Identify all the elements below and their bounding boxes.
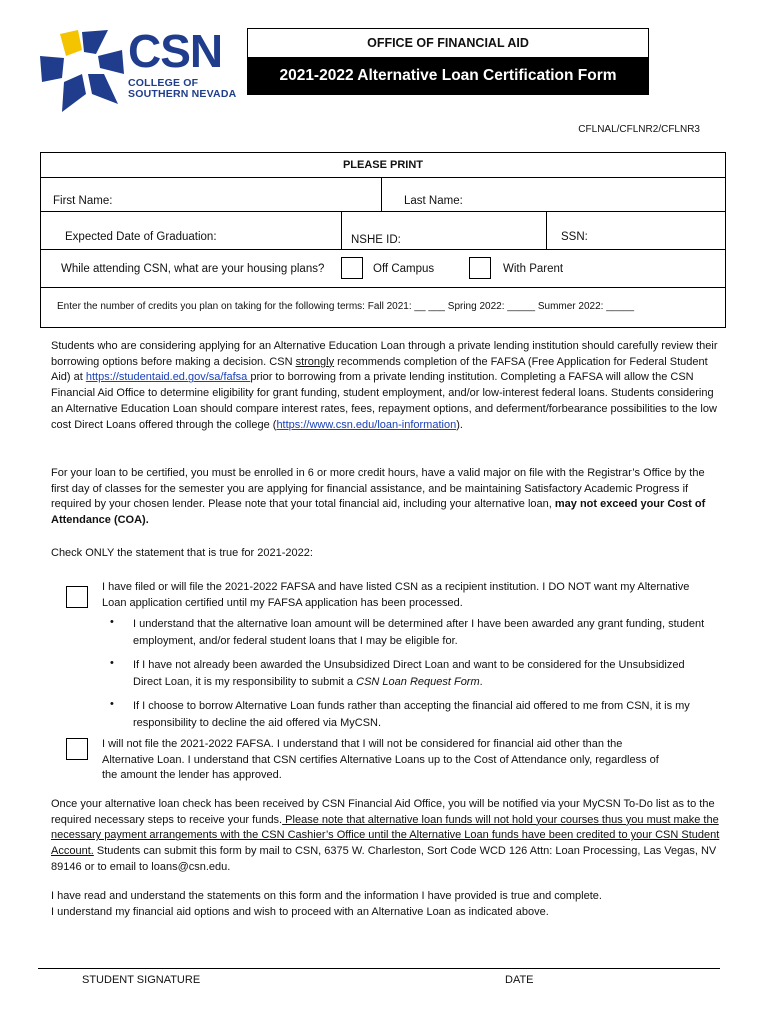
p1-text-a: Students who are considering applying for an Alternative Education Loan through a private lending institution should carefully review their borrowing options before making a decision. CSN [51,340,718,368]
p1-text-c: prior to borrowing from a private lending institution. Completing a FAFSA will allow the CSN Financial Aid Office to determine eligibility for grant funding, student employment, and/or low-interest federal loans. Students considering an Alternative Education Loan should compare interest rates, fees, repayment options, and deferment/forbearance possibilities to the low cost Direct Loans offered through the college ( [51,371,717,431]
option1-bullet1: I understand that the alternative loan amount will be determined after I have been awarded any grant funding, student employment, and/or federal student loans that I may be eligible for. [133,618,705,647]
intro-paragraph [51,339,721,433]
p2-bold: may not exceed your Cost of Attendance (COA). [51,498,706,527]
csn-logo-mark [38,28,128,118]
certification-line2: I understand my financial aid options and wish to proceed with an Alternative Loan as indicated above. [51,906,549,918]
bullet-dot: • [110,657,114,669]
logo-csn: CSN [128,25,223,77]
office-title: OFFICE OF FINANCIAL AID [247,28,649,58]
fafsa-link[interactable]: https://studentaid.ed.gov/sa/fafsa [85,371,251,384]
student-signature-label: STUDENT SIGNATURE [82,974,201,986]
option1-checkbox[interactable] [66,586,88,608]
p2-text: For your loan to be certified, you must be enrolled in 6 or more credit hours, have a valid major on file with the Registrar’s Office by the first day of classes for the semester you are applying for financial assistance, and be maintaining Satisfactory Academic Progress if required by your chosen lender. Please note that your total financial aid, including your alternative loan, [51,467,705,511]
last-name-label: Last Name: [404,195,463,207]
p3-underlined: Please note that alternative loan funds will not hold your courses thus you must make the necessary payment arrangements with the CSN Cashier’s Office until the Alternative Loan funds have been credited to your CSN Student Account. [51,813,720,858]
notification-paragraph [51,797,721,876]
date-label: DATE [505,974,534,986]
nshe-id-label: NSHE ID: [351,234,401,246]
form-codes: CFLNAL/CFLNR2/CFLNR3 [578,124,700,135]
csn-logo-text [128,25,237,100]
option1-bullet3: If I choose to borrow Alternative Loan funds rather than accepting the financial aid offered to me from CSN, it is my responsibility to decline the aid offered via MyCSN. [133,700,690,729]
p3-text-b: Students can submit this form by mail to CSN, 6375 W. Charleston, Sort Code WCD 126 Attn: Loan Processing, Las Vegas, NV 89146 or to email to loans@csn.edu. [51,845,717,873]
credits-line: Enter the number of credits you plan on taking for the following terms: Fall 2021: __ ___ Spring 2022: _____ Summer 2022: _____ [57,301,635,312]
check-only-label: Check ONLY the statement that is true for 2021-2022: [51,547,313,559]
bullet2-text: If I have not already been awarded the Unsubsidized Direct Loan and want to be considered for the Unsubsidized Direct Loan, it is my responsibility to submit a [133,659,685,688]
housing-question: While attending CSN, what are your housing plans? [61,263,325,275]
p1-strongly: strongly [295,355,335,368]
graduation-date-label: Expected Date of Graduation: [65,231,217,243]
option2-text: I will not file the 2021-2022 FAFSA. I understand that I will not be considered for financial aid other than the Alternative Loan. I understand that CSN certifies Alternative Loans up to the Cost of Attendance only, regardless of the amount the lender has approved. [102,738,659,782]
p1-text-d: ). [456,418,463,431]
option2-checkbox[interactable] [66,738,88,760]
certification-line1: I have read and understand the statements on this form and the information I have provided is true and complete. [51,890,602,902]
student-info-table [40,152,726,328]
logo-line2: SOUTHERN NEVADA [128,88,237,100]
form-title: 2021-2022 Alternative Loan Certification Form [247,57,649,95]
option1-bullet2 [133,657,713,691]
loan-request-form-ref: CSN Loan Request Form [356,676,480,688]
bullet2-end: . [479,676,483,688]
ssn-label: SSN: [561,231,588,243]
bullet-dot: • [110,698,114,710]
off-campus-checkbox[interactable] [341,257,363,279]
p3-text-a: Once your alternative loan check has been received by CSN Financial Aid Office, you will be notified via your MyCSN To-Do list as to the required necessary steps to receive your funds. [51,798,715,826]
bullet-dot: • [110,616,114,628]
option1-text: I have filed or will file the 2021-2022 FAFSA and have listed CSN as a recipient institution. I DO NOT want my Alternative Loan application certified until my FAFSA application has been processed. [102,581,690,609]
with-parent-label: With Parent [503,263,564,275]
please-print: PLEASE PRINT [342,159,424,171]
requirements-paragraph [51,466,721,529]
with-parent-checkbox[interactable] [469,257,491,279]
first-name-label: First Name: [53,195,113,207]
logo-line1: COLLEGE OF [128,77,199,89]
signature-line [38,968,720,969]
loan-info-link[interactable]: https://www.csn.edu/loan-information [276,418,457,431]
p1-text-b: recommends completion of the FAFSA (Free Application for Federal Student Aid) at [51,355,708,384]
off-campus-label: Off Campus [373,263,435,275]
